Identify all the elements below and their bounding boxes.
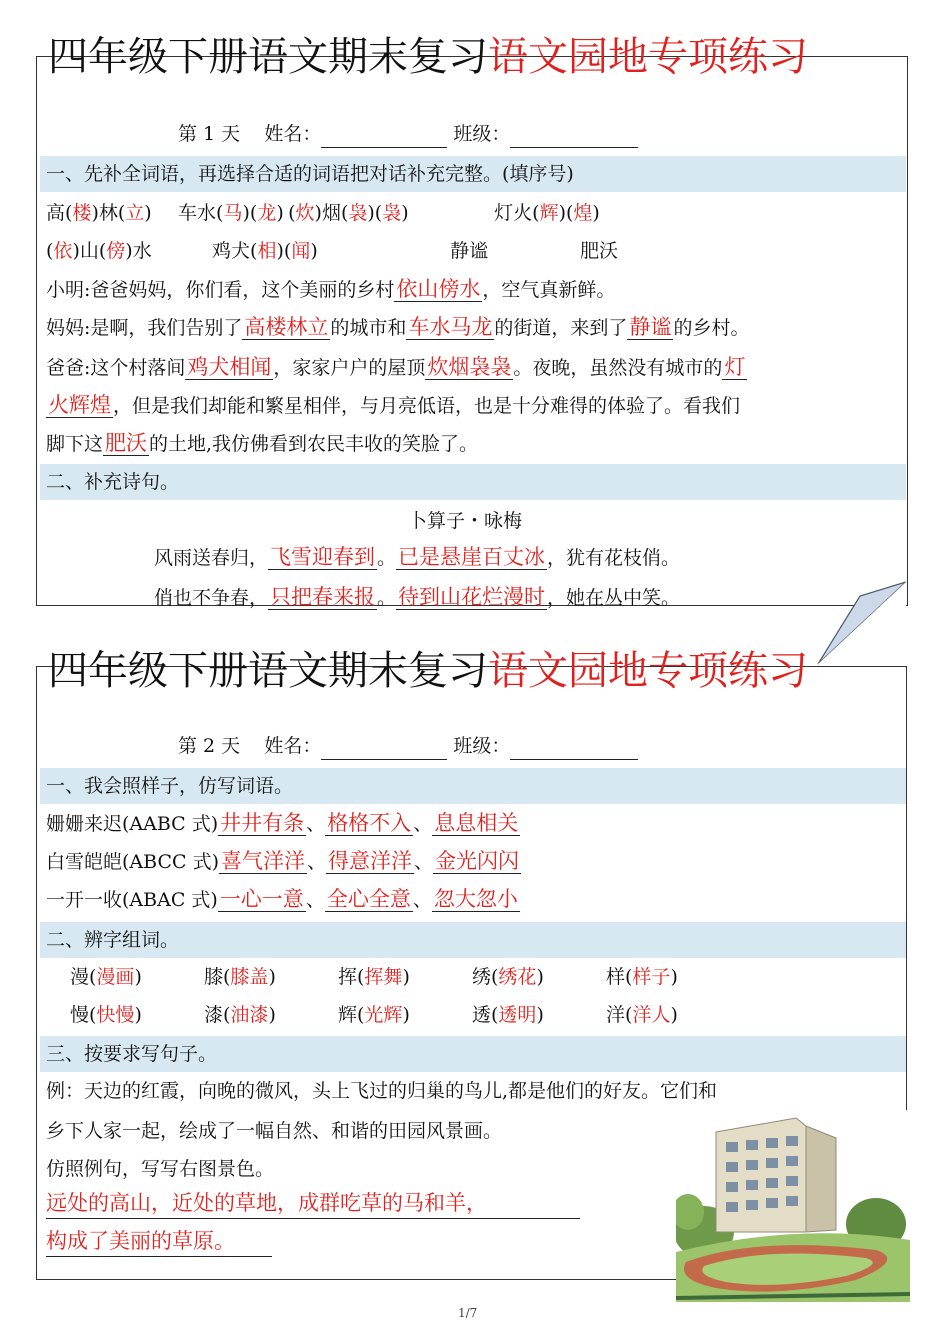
char-answer: 绣花 xyxy=(498,966,537,988)
word-answer: 炊 xyxy=(295,202,315,224)
char-label: 漆( xyxy=(204,1004,231,1026)
char-answer: 挥舞 xyxy=(364,966,403,988)
day2-title: 四年级下册语文期末复习语文园地专项练习 xyxy=(48,648,808,694)
word-text: )山( xyxy=(72,240,107,262)
day1-section2-header: 二、补充诗句。 xyxy=(40,464,906,500)
word-item xyxy=(46,198,172,228)
word-answer: 龙 xyxy=(257,202,277,224)
poem-line1: 风雨送春归，飞雪迎春到 。已是悬崖百丈冰 ，犹有花枝俏。 xyxy=(154,545,681,569)
pattern-row-abac: 一开一收(ABAC 式)一心一意 、全心全意 、忽大忽小 xyxy=(46,887,518,911)
word-answer: 煌 xyxy=(573,202,593,224)
day2-section2-header: 二、辨字组词。 xyxy=(40,922,906,958)
char-label: 漫( xyxy=(70,966,97,988)
word-answer: 立 xyxy=(125,202,145,224)
word-answer: 马 xyxy=(223,202,243,224)
word-text: ) xyxy=(144,202,152,224)
char-label: 挥( xyxy=(338,966,365,988)
dialogue-xiaoming: 小明:爸爸妈妈，你们看，这个美丽的乡村依山傍水 ，空气真新鲜。 xyxy=(46,277,616,301)
word-answer: 闻 xyxy=(291,240,311,262)
word-item xyxy=(494,198,600,228)
word-item xyxy=(580,236,618,266)
word-answer: 傍 xyxy=(106,240,126,262)
word-text: 灯火( xyxy=(494,202,540,224)
char-pair xyxy=(472,962,606,992)
word-text: 车水( xyxy=(178,202,224,224)
char-pair xyxy=(338,962,472,992)
char-pairs-row2 xyxy=(70,1000,740,1030)
word-text: )( xyxy=(367,202,383,224)
word-text: ) xyxy=(401,202,409,224)
char-answer: 洋人 xyxy=(632,1004,671,1026)
dialogue-baba-line3: 脚下这肥沃 的土地,我仿佛看到农民丰收的笑脸了。 xyxy=(46,431,479,455)
word-answer: 袅 xyxy=(348,202,368,224)
word-text: )( xyxy=(558,202,574,224)
word-text: ) xyxy=(592,202,600,224)
day2-section3-header: 三、按要求写句子。 xyxy=(40,1036,906,1072)
char-pair xyxy=(70,1000,204,1030)
char-close: ) xyxy=(670,1004,678,1026)
name-blank[interactable] xyxy=(321,127,447,148)
char-label: 透( xyxy=(472,1004,499,1026)
char-close: ) xyxy=(670,966,678,988)
char-pairs-row1 xyxy=(70,962,740,992)
answer-line2: 构成了美丽的草原。 xyxy=(46,1226,272,1257)
instruction-line: 仿照例句，写写右图景色。 xyxy=(46,1158,275,1180)
char-pair xyxy=(606,962,740,992)
word-answer: 袅 xyxy=(382,202,402,224)
day1-words-row2 xyxy=(46,236,618,266)
pattern-row-aabc: 姗姗来迟(AABC 式)井井有条 、格格不入 、息息相关 xyxy=(46,811,519,835)
dialogue-baba-line2: 火辉煌 ，但是我们却能和繁星相伴，与月亮低语，也是十分难得的体验了。看我们 xyxy=(48,393,741,417)
char-answer: 油漆 xyxy=(230,1004,269,1026)
word-item xyxy=(212,236,444,266)
word-text: ) xyxy=(276,202,284,224)
word-item xyxy=(288,198,488,228)
char-close: ) xyxy=(268,966,276,988)
class-blank[interactable] xyxy=(510,739,638,760)
day1-title: 四年级下册语文期末复习语文园地专项练习 xyxy=(48,34,808,80)
word-text: 鸡犬( xyxy=(212,240,258,262)
day2-section1-header: 一、我会照样子，仿写词语。 xyxy=(40,768,906,804)
word-text: 静谧 xyxy=(450,240,489,262)
char-close: ) xyxy=(134,966,142,988)
word-answer: 辉 xyxy=(539,202,559,224)
word-answer: 楼 xyxy=(72,202,92,224)
char-pair xyxy=(472,1000,606,1030)
word-item xyxy=(46,236,206,266)
char-label: 膝( xyxy=(204,966,231,988)
word-answer: 依 xyxy=(53,240,73,262)
day1-words-row1 xyxy=(46,198,600,228)
word-text: ( xyxy=(46,240,54,262)
answer-line1: 远处的高山，近处的草地，成群吃草的马和羊， xyxy=(46,1188,580,1219)
word-item xyxy=(450,236,574,266)
page-number: 1/7 xyxy=(458,1306,478,1320)
char-answer: 漫画 xyxy=(96,966,135,988)
word-text: )林( xyxy=(91,202,126,224)
char-label: 慢( xyxy=(70,1004,97,1026)
char-pair xyxy=(338,1000,472,1030)
example-line2: 乡下人家一起，绘成了一幅自然、和谐的田园风景画。 xyxy=(46,1120,503,1142)
poem-title: 卜算子・咏梅 xyxy=(408,510,523,532)
day2-info-line: 第 2 天 姓名： 班级： xyxy=(178,732,638,760)
dialogue-mama: 妈妈:是啊，我们告别了高楼林立 的城市和车水马龙 的街道，来到了静谧 的乡村。 xyxy=(46,315,750,339)
poem-line2: 俏也不争春，只把春来报 。待到山花烂漫时 ，她在丛中笑。 xyxy=(154,585,681,609)
char-label: 绣( xyxy=(472,966,499,988)
example-line1: 例：天边的红霞，向晚的微风，头上飞过的归巢的鸟儿,都是他们的好友。它们和 xyxy=(46,1080,718,1102)
char-answer: 透明 xyxy=(498,1004,537,1026)
day2-frame-right xyxy=(906,666,907,1110)
char-close: ) xyxy=(536,1004,544,1026)
word-text: ) xyxy=(310,240,318,262)
char-close: ) xyxy=(268,1004,276,1026)
word-text: 高( xyxy=(46,202,73,224)
word-answer: 相 xyxy=(257,240,277,262)
char-answer: 样子 xyxy=(632,966,671,988)
word-text: 肥沃 xyxy=(580,240,619,262)
char-pair xyxy=(204,962,338,992)
char-close: ) xyxy=(134,1004,142,1026)
char-label: 辉( xyxy=(338,1004,365,1026)
dialogue-baba-line1: 爸爸:这个村落间鸡犬相闻 ，家家户户的屋顶炊烟袅袅 。夜晚，虽然没有城市的灯 xyxy=(46,355,746,379)
day1-section1-header: 一、先补全词语，再选择合适的词语把对话补充完整。(填序号) xyxy=(40,156,906,192)
name-blank[interactable] xyxy=(321,739,447,760)
word-item xyxy=(178,198,282,228)
char-close: ) xyxy=(402,1004,410,1026)
char-answer: 光辉 xyxy=(364,1004,403,1026)
char-label: 洋( xyxy=(606,1004,633,1026)
word-text: )( xyxy=(276,240,292,262)
char-pair xyxy=(606,1000,740,1030)
char-pair xyxy=(70,962,204,992)
day1-info-line: 第 1 天 姓名： 班级： xyxy=(178,120,638,148)
word-text: )水 xyxy=(125,240,152,262)
char-close: ) xyxy=(402,966,410,988)
word-text: ( xyxy=(288,202,296,224)
word-text: )烟( xyxy=(314,202,349,224)
word-text: )( xyxy=(242,202,258,224)
char-answer: 膝盖 xyxy=(230,966,269,988)
char-answer: 快慢 xyxy=(96,1004,135,1026)
char-pair xyxy=(204,1000,338,1030)
school-illustration xyxy=(676,1112,910,1302)
char-close: ) xyxy=(536,966,544,988)
char-label: 样( xyxy=(606,966,633,988)
class-blank[interactable] xyxy=(510,127,638,148)
pattern-row-abcc: 白雪皑皑(ABCC 式)喜气洋洋 、得意洋洋 、金光闪闪 xyxy=(46,849,520,873)
